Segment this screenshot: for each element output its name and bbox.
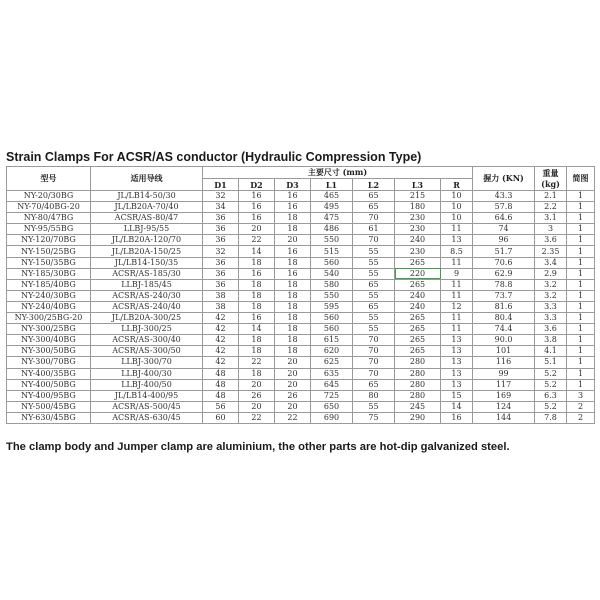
cell-grip-force: 169 [473,390,535,401]
table-row [7,202,595,213]
header-main-dimensions: 主要尺寸 (mm) [203,167,473,179]
spec-table [6,166,595,424]
table-row [7,379,595,390]
cell-d1: 56 [203,401,239,412]
table-row [7,324,595,335]
table-row [7,412,595,423]
cell-d1: 36 [203,224,239,235]
table-row [7,401,595,412]
cell-r: 11 [441,290,473,301]
header-weight [535,167,567,191]
cell-conductor: ACSR/AS-300/50 [91,346,203,357]
cell-l2: 55 [353,401,395,412]
cell-d1: 36 [203,257,239,268]
cell-l3: 245 [395,401,441,412]
cell-l2: 55 [353,313,395,324]
header-grip-force: 握力 (KN) [473,167,535,191]
cell-r: 13 [441,379,473,390]
cell-diagram: 1 [567,379,595,390]
table-row [7,357,595,368]
cell-d2: 22 [239,235,275,246]
cell-d3: 22 [275,412,311,423]
header-l2: L2 [353,179,395,191]
cell-d3: 18 [275,301,311,312]
cell-l3: 265 [395,279,441,290]
cell-l3: 215 [395,191,441,202]
cell-conductor: JL/LB20A-120/70 [91,235,203,246]
header-weight-unit: (kg) [541,179,560,189]
cell-d2: 18 [239,368,275,379]
cell-l2: 65 [353,202,395,213]
cell-weight: 5.2 [535,401,567,412]
cell-l1: 550 [311,235,353,246]
cell-grip-force: 74 [473,224,535,235]
cell-conductor: ACSR/AS-185/30 [91,268,203,279]
cell-l1: 560 [311,324,353,335]
cell-type: NY-70/40BG-20 [7,202,91,213]
cell-weight: 3.6 [535,324,567,335]
cell-grip-force: 80.4 [473,313,535,324]
cell-type: NY-300/40BG [7,335,91,346]
cell-l1: 540 [311,268,353,279]
cell-diagram: 1 [567,357,595,368]
cell-diagram: 1 [567,268,595,279]
cell-d3: 18 [275,335,311,346]
cell-d1: 36 [203,279,239,290]
cell-d3: 16 [275,246,311,257]
cell-l1: 625 [311,357,353,368]
cell-conductor: LLBJ-300/25 [91,324,203,335]
table-row [7,301,595,312]
cell-d2: 22 [239,357,275,368]
cell-l3: 240 [395,235,441,246]
cell-diagram: 1 [567,313,595,324]
cell-d2: 16 [239,213,275,224]
header-r: R [441,179,473,191]
cell-weight: 5.2 [535,379,567,390]
cell-conductor: ACSR/AS-630/45 [91,412,203,423]
cell-conductor: LLBJ-300/70 [91,357,203,368]
cell-diagram: 1 [567,324,595,335]
cell-diagram: 1 [567,246,595,257]
cell-l3: 280 [395,379,441,390]
cell-weight: 3.8 [535,335,567,346]
cell-d3: 18 [275,279,311,290]
cell-type: NY-95/55BG [7,224,91,235]
cell-grip-force: 74.4 [473,324,535,335]
cell-d3: 16 [275,268,311,279]
cell-r: 11 [441,324,473,335]
cell-d2: 18 [239,290,275,301]
cell-conductor: ACSR/AS-80/47 [91,213,203,224]
cell-d3: 18 [275,313,311,324]
cell-conductor: JL/LB20A-300/25 [91,313,203,324]
cell-l2: 70 [353,368,395,379]
cell-type: NY-240/30BG [7,290,91,301]
cell-grip-force: 96 [473,235,535,246]
cell-d1: 42 [203,357,239,368]
cell-d3: 18 [275,224,311,235]
cell-type: NY-20/30BG [7,191,91,202]
cell-l1: 465 [311,191,353,202]
cell-conductor: LLBJ-400/30 [91,368,203,379]
cell-l3: 290 [395,412,441,423]
table-row [7,313,595,324]
cell-diagram: 1 [567,202,595,213]
cell-d3: 18 [275,290,311,301]
cell-r: 11 [441,257,473,268]
cell-conductor: LLBJ-95/55 [91,224,203,235]
cell-l2: 65 [353,279,395,290]
table-row [7,290,595,301]
cell-d3: 18 [275,346,311,357]
cell-l1: 475 [311,213,353,224]
cell-l2: 55 [353,246,395,257]
cell-l1: 635 [311,368,353,379]
cell-weight: 3.3 [535,301,567,312]
cell-r: 14 [441,401,473,412]
cell-l2: 70 [353,335,395,346]
cell-diagram: 3 [567,390,595,401]
cell-type: NY-185/30BG [7,268,91,279]
cell-grip-force: 62.9 [473,268,535,279]
cell-l2: 55 [353,257,395,268]
cell-r: 16 [441,412,473,423]
cell-d3: 16 [275,191,311,202]
cell-l1: 615 [311,335,353,346]
cell-l3: 280 [395,357,441,368]
cell-type: NY-300/70BG [7,357,91,368]
cell-l2: 55 [353,268,395,279]
cell-d2: 18 [239,301,275,312]
cell-conductor: ACSR/AS-500/45 [91,401,203,412]
cell-weight: 3.3 [535,313,567,324]
cell-diagram: 2 [567,412,595,423]
cell-l3: 220 [395,268,441,279]
cell-weight: 5.1 [535,357,567,368]
cell-conductor: ACSR/AS-240/30 [91,290,203,301]
cell-grip-force: 116 [473,357,535,368]
cell-l1: 595 [311,301,353,312]
cell-type: NY-150/25BG [7,246,91,257]
cell-conductor: LLBJ-185/45 [91,279,203,290]
table-row [7,213,595,224]
cell-d2: 18 [239,279,275,290]
cell-l2: 65 [353,379,395,390]
table-row [7,368,595,379]
cell-l1: 560 [311,257,353,268]
cell-l3: 265 [395,346,441,357]
cell-grip-force: 90.0 [473,335,535,346]
cell-d2: 14 [239,324,275,335]
cell-r: 10 [441,202,473,213]
header-d1: D1 [203,179,239,191]
cell-l1: 620 [311,346,353,357]
cell-r: 11 [441,313,473,324]
cell-d1: 32 [203,246,239,257]
cell-weight: 4.1 [535,346,567,357]
table-title: Strain Clamps For ACSR/AS conductor (Hydraulic Compression Type) [6,150,422,164]
cell-grip-force: 51.7 [473,246,535,257]
cell-weight: 2.2 [535,202,567,213]
header-weight-label: 重量 [542,168,559,178]
cell-r: 13 [441,335,473,346]
cell-conductor: JL/LB14-150/35 [91,257,203,268]
cell-conductor: LLBJ-400/50 [91,379,203,390]
header-d3: D3 [275,179,311,191]
cell-type: NY-80/47BG [7,213,91,224]
cell-r: 10 [441,191,473,202]
cell-d1: 42 [203,335,239,346]
cell-grip-force: 78.8 [473,279,535,290]
table-row [7,224,595,235]
cell-weight: 5.2 [535,368,567,379]
cell-type: NY-400/50BG [7,379,91,390]
cell-d2: 16 [239,313,275,324]
cell-d3: 20 [275,235,311,246]
cell-l2: 70 [353,346,395,357]
cell-d3: 20 [275,401,311,412]
cell-diagram: 1 [567,191,595,202]
cell-diagram: 1 [567,213,595,224]
cell-grip-force: 57.8 [473,202,535,213]
table-body [7,191,595,424]
cell-l1: 580 [311,279,353,290]
table-row [7,390,595,401]
cell-d3: 26 [275,390,311,401]
cell-d3: 20 [275,357,311,368]
cell-weight: 2.9 [535,268,567,279]
cell-r: 9 [441,268,473,279]
cell-diagram: 1 [567,335,595,346]
cell-type: NY-300/50BG [7,346,91,357]
cell-l2: 70 [353,213,395,224]
cell-l3: 230 [395,246,441,257]
cell-conductor: ACSR/AS-240/40 [91,301,203,312]
cell-l1: 650 [311,401,353,412]
cell-d2: 20 [239,401,275,412]
cell-d1: 48 [203,379,239,390]
cell-diagram: 1 [567,346,595,357]
cell-diagram: 1 [567,279,595,290]
table-row [7,268,595,279]
cell-d2: 20 [239,379,275,390]
cell-weight: 3.2 [535,279,567,290]
table-row [7,257,595,268]
cell-weight: 7.8 [535,412,567,423]
cell-l3: 280 [395,390,441,401]
cell-conductor: ACSR/AS-300/40 [91,335,203,346]
cell-diagram: 1 [567,235,595,246]
spec-table-container [6,166,594,424]
cell-d1: 42 [203,346,239,357]
table-header [7,167,595,191]
cell-l3: 180 [395,202,441,213]
cell-diagram: 1 [567,224,595,235]
cell-grip-force: 73.7 [473,290,535,301]
cell-d2: 14 [239,246,275,257]
cell-type: NY-240/40BG [7,301,91,312]
table-row [7,246,595,257]
header-diagram: 简图 [567,167,595,191]
table-row [7,279,595,290]
cell-conductor: JL/LB20A-70/40 [91,202,203,213]
cell-weight: 3.6 [535,235,567,246]
header-type: 型号 [7,167,91,191]
cell-type: NY-120/70BG [7,235,91,246]
cell-conductor: JL/LB20A-150/25 [91,246,203,257]
cell-diagram: 1 [567,301,595,312]
table-row [7,335,595,346]
cell-l3: 230 [395,213,441,224]
cell-d1: 36 [203,213,239,224]
cell-l3: 265 [395,335,441,346]
cell-d3: 18 [275,213,311,224]
cell-diagram: 1 [567,368,595,379]
cell-d2: 16 [239,202,275,213]
cell-r: 13 [441,346,473,357]
table-row [7,235,595,246]
cell-grip-force: 117 [473,379,535,390]
cell-grip-force: 43.3 [473,191,535,202]
cell-l2: 80 [353,390,395,401]
cell-weight: 3.4 [535,257,567,268]
cell-l3: 265 [395,257,441,268]
cell-r: 10 [441,213,473,224]
header-d2: D2 [239,179,275,191]
cell-l2: 55 [353,290,395,301]
cell-l1: 495 [311,202,353,213]
cell-l2: 61 [353,224,395,235]
cell-type: NY-400/35BG [7,368,91,379]
material-note: The clamp body and Jumper clamp are aluminium, the other parts are hot-dip galvanized steel. [6,441,510,453]
cell-l3: 265 [395,324,441,335]
cell-l2: 75 [353,412,395,423]
cell-r: 8.5 [441,246,473,257]
cell-l3: 240 [395,301,441,312]
cell-d2: 20 [239,224,275,235]
cell-d1: 42 [203,313,239,324]
cell-d1: 38 [203,290,239,301]
cell-d1: 36 [203,235,239,246]
cell-type: NY-400/95BG [7,390,91,401]
cell-diagram: 2 [567,401,595,412]
cell-type: NY-630/45BG [7,412,91,423]
cell-d2: 18 [239,346,275,357]
header-l1: L1 [311,179,353,191]
cell-d3: 16 [275,202,311,213]
table-row [7,346,595,357]
cell-r: 12 [441,301,473,312]
cell-weight: 3.1 [535,213,567,224]
cell-d2: 16 [239,191,275,202]
cell-grip-force: 70.6 [473,257,535,268]
cell-l2: 70 [353,357,395,368]
cell-r: 11 [441,279,473,290]
cell-l1: 515 [311,246,353,257]
cell-type: NY-185/40BG [7,279,91,290]
cell-grip-force: 124 [473,401,535,412]
cell-l1: 486 [311,224,353,235]
cell-grip-force: 81.6 [473,301,535,312]
cell-type: NY-300/25BG [7,324,91,335]
cell-l1: 690 [311,412,353,423]
cell-grip-force: 99 [473,368,535,379]
cell-conductor: JL/LB14-400/95 [91,390,203,401]
cell-grip-force: 101 [473,346,535,357]
cell-r: 15 [441,390,473,401]
cell-l1: 645 [311,379,353,390]
cell-d3: 20 [275,368,311,379]
cell-weight: 2.1 [535,191,567,202]
cell-type: NY-150/35BG [7,257,91,268]
cell-diagram: 1 [567,290,595,301]
cell-d1: 36 [203,268,239,279]
cell-l2: 65 [353,301,395,312]
cell-l3: 240 [395,290,441,301]
cell-d2: 26 [239,390,275,401]
header-l3: L3 [395,179,441,191]
cell-r: 13 [441,235,473,246]
cell-d3: 18 [275,257,311,268]
cell-l1: 725 [311,390,353,401]
cell-type: NY-500/45BG [7,401,91,412]
cell-d2: 16 [239,268,275,279]
cell-l1: 550 [311,290,353,301]
cell-grip-force: 64.6 [473,213,535,224]
cell-diagram: 1 [567,257,595,268]
cell-l3: 265 [395,313,441,324]
cell-d1: 42 [203,324,239,335]
table-row [7,191,595,202]
cell-d1: 34 [203,202,239,213]
cell-d1: 48 [203,368,239,379]
cell-r: 13 [441,357,473,368]
cell-d2: 18 [239,335,275,346]
cell-grip-force: 144 [473,412,535,423]
cell-d3: 20 [275,379,311,390]
cell-d2: 22 [239,412,275,423]
cell-d1: 60 [203,412,239,423]
cell-d2: 18 [239,257,275,268]
cell-weight: 2.35 [535,246,567,257]
cell-l2: 55 [353,324,395,335]
cell-d1: 38 [203,301,239,312]
cell-d1: 48 [203,390,239,401]
cell-l2: 65 [353,191,395,202]
cell-conductor: JL/LB14-50/30 [91,191,203,202]
header-conductor: 适用导线 [91,167,203,191]
cell-r: 11 [441,224,473,235]
cell-weight: 3.2 [535,290,567,301]
cell-l2: 70 [353,235,395,246]
cell-weight: 3 [535,224,567,235]
cell-weight: 6.3 [535,390,567,401]
cell-r: 13 [441,368,473,379]
cell-l3: 280 [395,368,441,379]
cell-d3: 18 [275,324,311,335]
cell-d1: 32 [203,191,239,202]
cell-l3: 230 [395,224,441,235]
cell-l1: 560 [311,313,353,324]
cell-type: NY-300/25BG-20 [7,313,91,324]
